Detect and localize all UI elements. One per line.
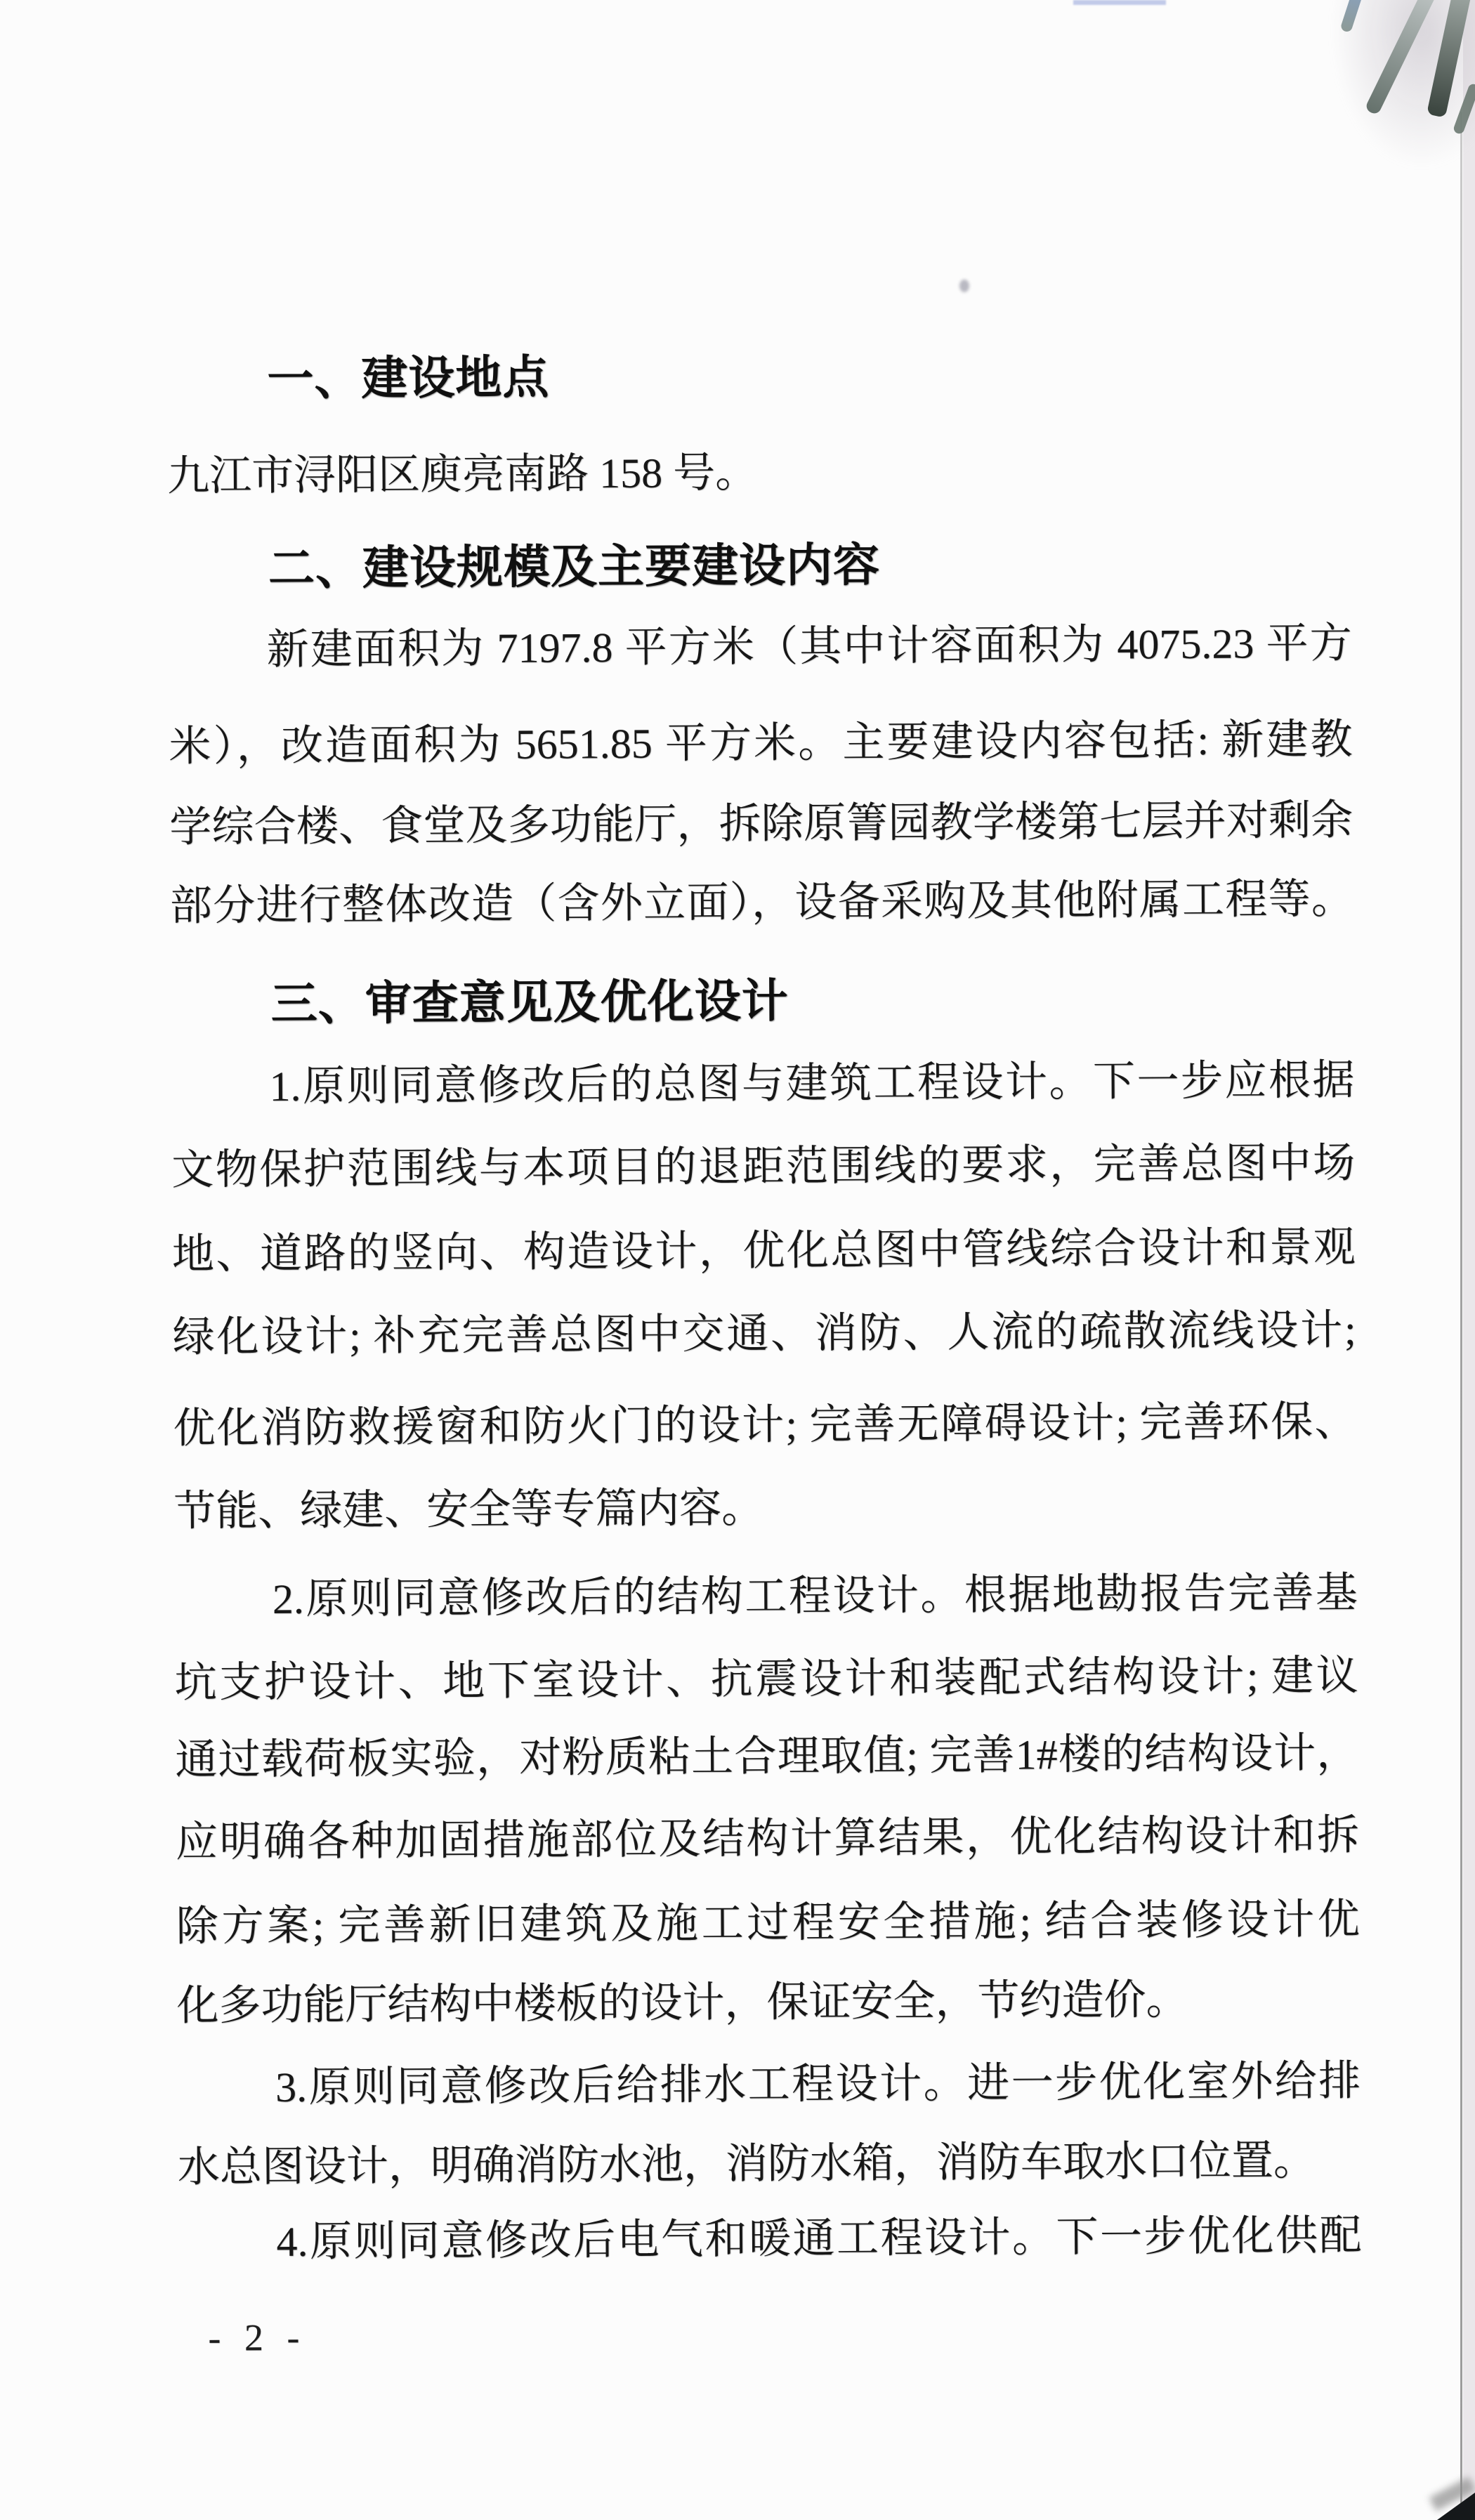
doc-line: 3.原则同意修改后给排水工程设计。进一步优化室外给排 (275, 2057, 1361, 2111)
doc-line: 新建面积为 7197.8 平方米（其中计容面积为 4075.23 平方 (266, 619, 1352, 674)
address-line: 九江市浔阳区庾亮南路 158 号。 (166, 449, 758, 499)
doc-line: 地、道路的竖向、构造设计，优化总图中管线综合设计和景观 (171, 1223, 1356, 1278)
doc-line: 学综合楼、食堂及多功能厅，拆除原箐园教学楼第七层并对剩余 (169, 796, 1353, 851)
page-edge-strip (1463, 0, 1475, 2520)
doc-line: 优化消防救援窗和防火门的设计; 完善无障碍设计; 完善环保、 (173, 1398, 1357, 1452)
doc-line: 1.原则同意修改后的总图与建筑工程设计。下一步应根据 (269, 1056, 1355, 1110)
doc-line: 文物保护范围线与本项目的退距范围线的要求，完善总图中场 (171, 1139, 1356, 1193)
scan-streak-artifact (1073, 0, 1166, 5)
doc-line: 4.原则同意修改后电气和暖通工程设计。下一步优化供配 (276, 2212, 1362, 2266)
doc-line: 除方案; 完善新旧建筑及施工过程安全措施; 结合装修设计优 (176, 1896, 1360, 1950)
page-edge-line (1460, 112, 1462, 2520)
doc-line: 化多功能厅结构中楼板的设计，保证安全，节约造价。 (176, 1976, 1188, 2029)
doc-line: 米），改造面积为 5651.85 平方米。主要建设内容包括: 新建教 (169, 716, 1353, 770)
doc-line: 坑支护设计、地下室设计、抗震设计和装配式结构设计; 建议 (174, 1652, 1358, 1706)
section-heading-construction-site: 一、建设地点 (267, 352, 550, 406)
doc-line: 水总图设计，明确消防水池，消防水箱，消防车取水口位置。 (177, 2137, 1316, 2191)
section-heading-review-opinions: 三、审查意见及优化设计 (270, 976, 789, 1031)
page-number: - 2 - (208, 2316, 307, 2359)
section-heading-scale-and-content: 二、建设规模及主要建设内容 (268, 539, 881, 596)
doc-line: 绿化设计; 补充完善总图中交通、消防、人流的疏散流线设计; (172, 1306, 1356, 1360)
scan-dot-artifact (959, 280, 969, 292)
doc-line: 2.原则同意修改后的结构工程设计。根据地勘报告完善基 (272, 1569, 1358, 1623)
doc-line: 部分进行整体改造（含外立面），设备采购及其他附属工程等。 (169, 875, 1354, 929)
doc-line: 应明确各种加固措施部位及结构计算结果，优化结构设计和拆 (175, 1811, 1360, 1865)
doc-line: 通过载荷板实验，对粉质粘土合理取值; 完善1#楼的结构设计， (175, 1729, 1359, 1783)
doc-line: 节能、绿建、安全等专篇内容。 (173, 1484, 764, 1535)
